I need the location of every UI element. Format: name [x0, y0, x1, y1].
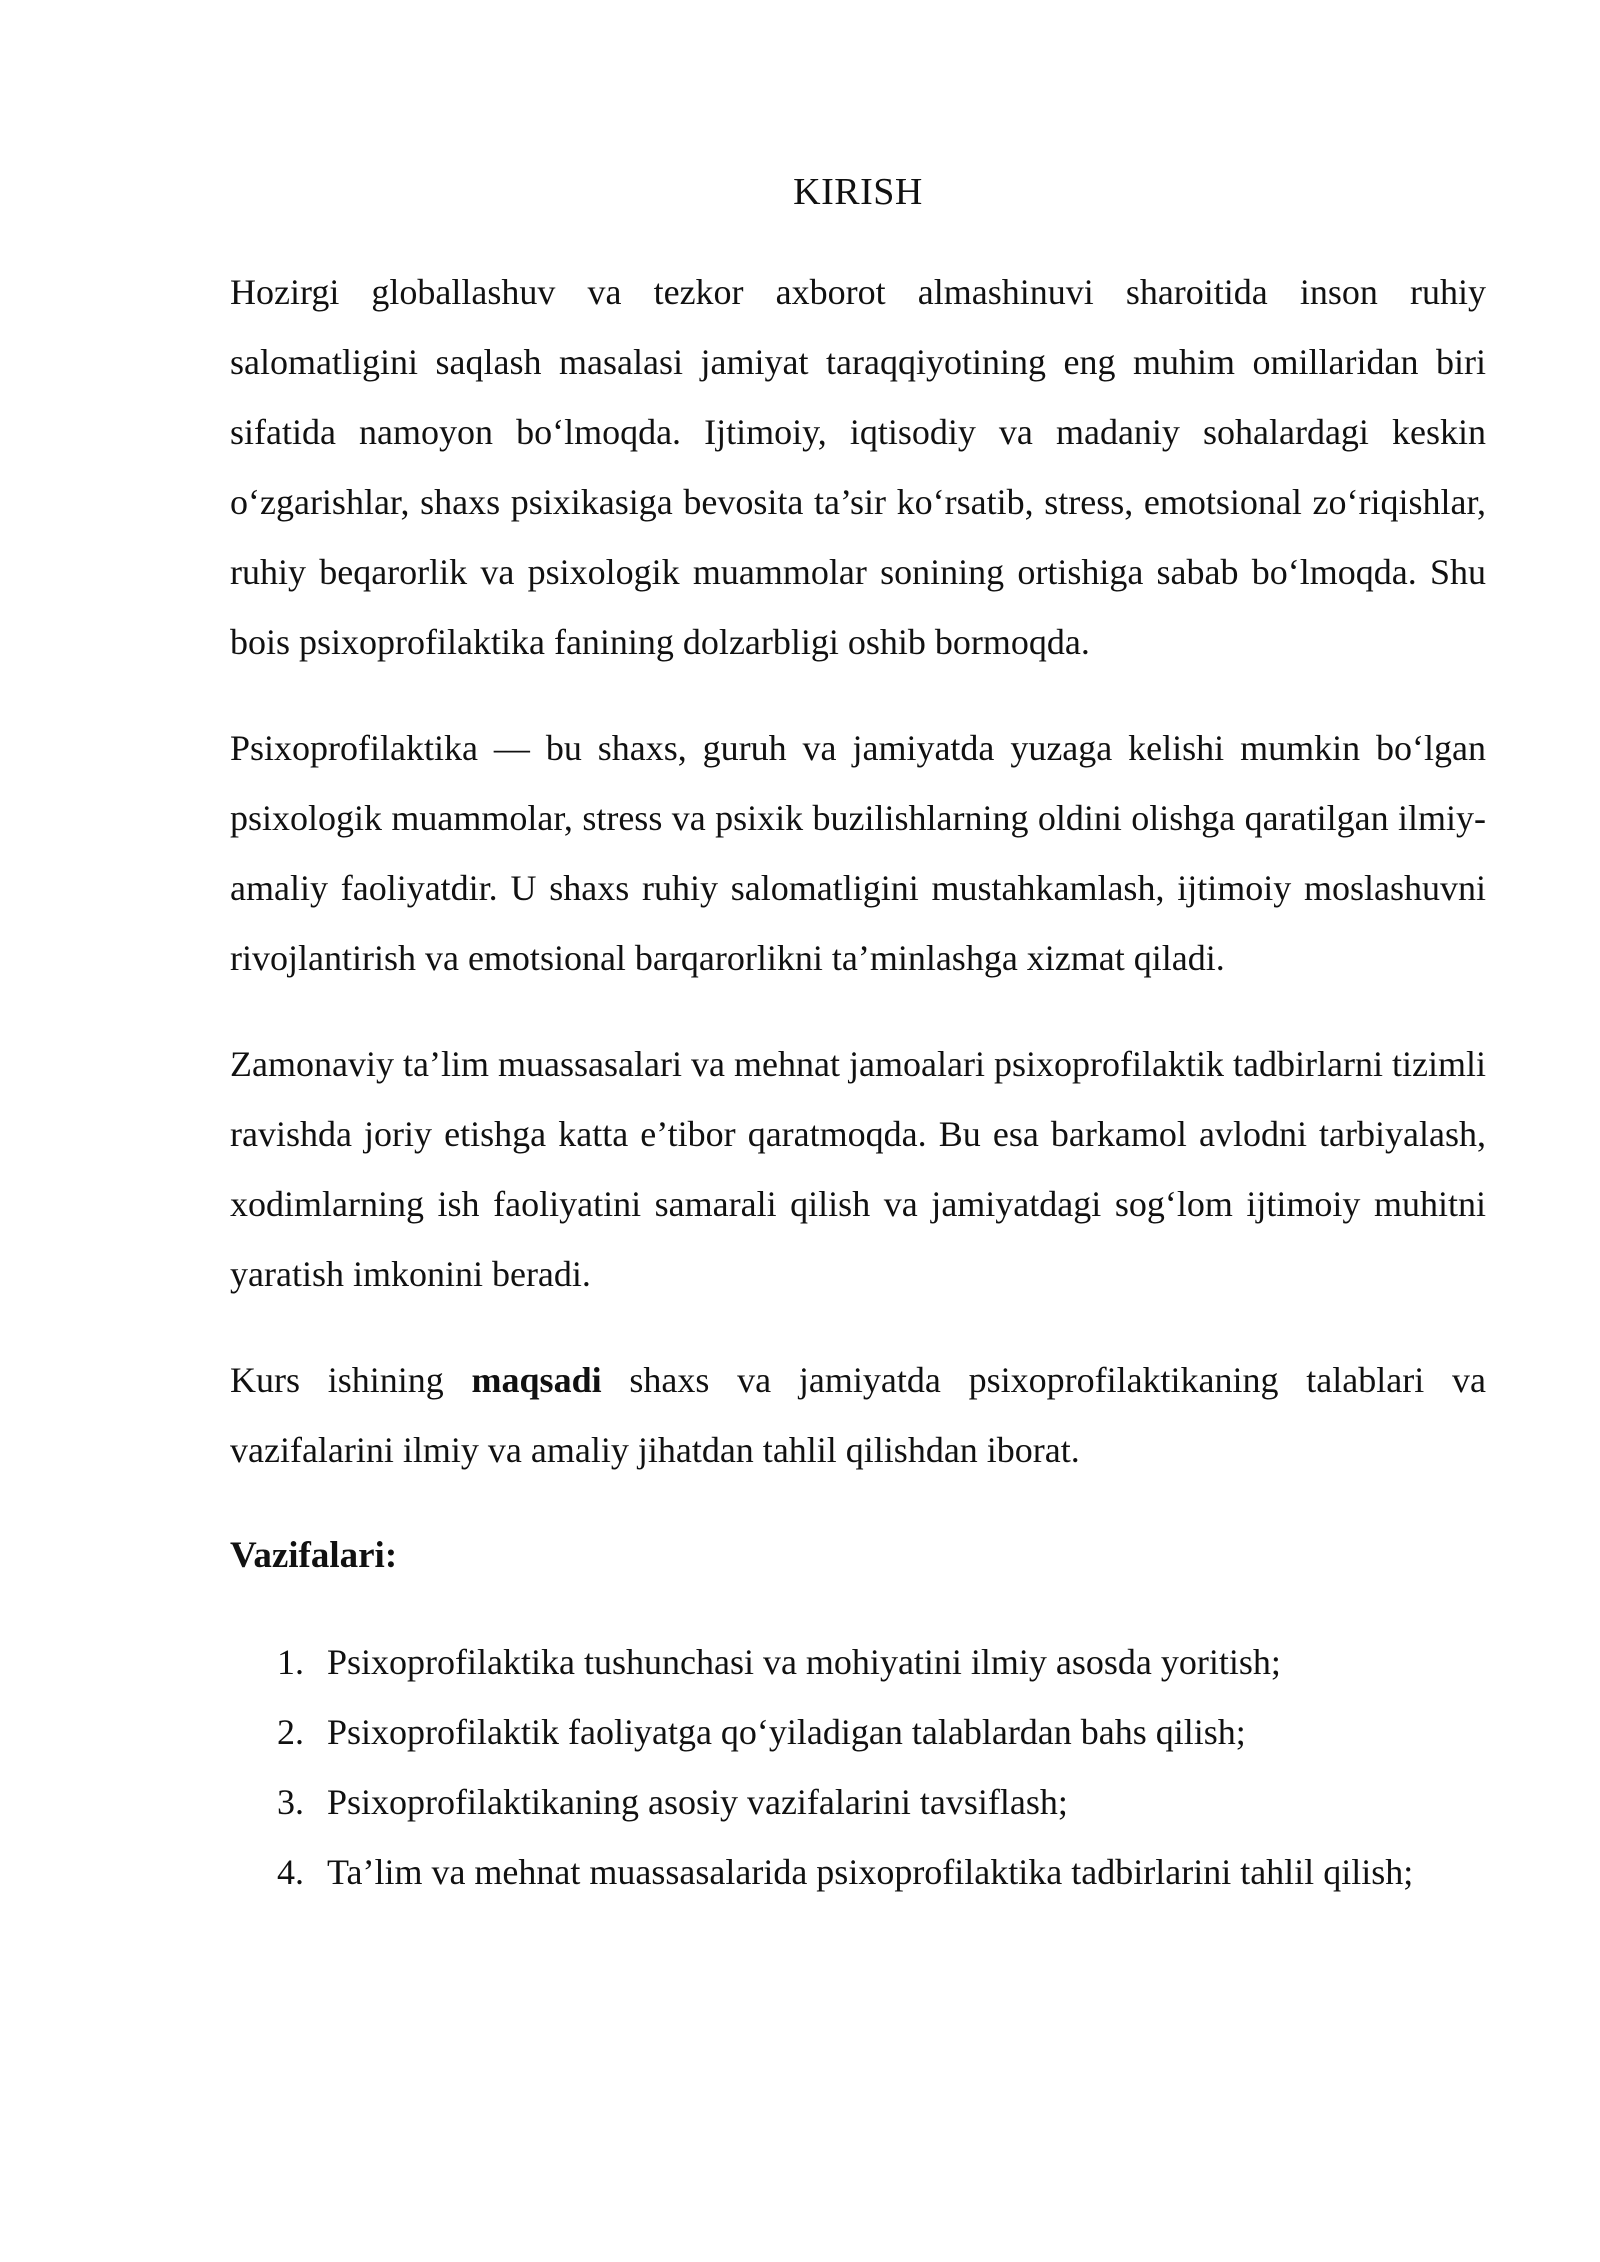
page-content	[230, 150, 1486, 1907]
list-item-number: 1.	[277, 1642, 304, 1683]
paragraph-intro: Hozirgi globallashuv va tezkor axborot almashinuvi sharoitida inson ruhiy salomatligini saqlash masalasi jamiyat taraqqiyotining eng muhim omillaridan biri sifatida namoyon bo‘lmoqda. Ijtimoiy, iqtisodiy va madaniy sohalardagi keskin o‘zgarishlar, shaxs psixikasiga bevosita ta’sir ko‘rsatib, stress, emotsional zo‘riqishlar, ruhiy beqarorlik va psixologik muammolar sonining ortishiga sabab bo‘lmoqda. Shu bois psixoprofilaktika fanining dolzarbligi oshib bormoqda.	[230, 272, 1486, 663]
list-item	[230, 1627, 1486, 1697]
paragraph-goal	[230, 1345, 1486, 1485]
goal-text-after: shaxs va jamiyatda psixoprofilaktikaning talablari va vazifalarini ilmiy va amaliy jihatdan tahlil qilishdan iborat.	[230, 1360, 1486, 1471]
tasks-heading: Vazifalari:	[230, 1535, 398, 1577]
list-item	[230, 1767, 1486, 1837]
goal-keyword: maqsadi	[471, 1360, 602, 1401]
list-item-number: 2.	[277, 1712, 304, 1753]
list-item-number: 4.	[277, 1852, 304, 1893]
list-item-text: Psixoprofilaktikaning asosiy vazifalarini tavsiflash;	[327, 1782, 1068, 1823]
list-item-text: Ta’lim va mehnat muassasalarida psixoprofilaktika tadbirlarini tahlil qilish;	[327, 1852, 1414, 1893]
goal-text-before: Kurs ishining	[230, 1360, 472, 1401]
tasks-list	[230, 1627, 1486, 1907]
list-item-number: 3.	[277, 1782, 304, 1823]
list-item-text: Psixoprofilaktik faoliyatga qo‘yiladigan talablardan bahs qilish;	[327, 1712, 1246, 1753]
paragraph-definition: Psixoprofilaktika — bu shaxs, guruh va jamiyatda yuzaga kelishi mumkin bo‘lgan psixologik muammolar, stress va psixik buzilishlarning oldini olishga qaratilgan ilmiy-amaliy faoliyatdir. U shaxs ruhiy salomatligini mustahkamlash, ijtimoiy moslashuvni rivojlantirish va emotsional barqarorlikni ta’minlashga xizmat qiladi.	[230, 728, 1486, 979]
list-item	[230, 1837, 1486, 1907]
list-item-text: Psixoprofilaktika tushunchasi va mohiyatini ilmiy asosda yoritish;	[327, 1642, 1281, 1683]
paragraph-institutions: Zamonaviy ta’lim muassasalari va mehnat jamoalari psixoprofilaktik tadbirlarni tizimli ravishda joriy etishga katta e’tibor qaratmoqda. Bu esa barkamol avlodni tarbiyalash, xodimlarning ish faoliyatini samarali qilish va jamiyatdagi sog‘lom ijtimoiy muhitni yaratish imkonini beradi.	[230, 1044, 1486, 1295]
list-item	[230, 1697, 1486, 1767]
page-title: KIRISH	[793, 171, 923, 213]
